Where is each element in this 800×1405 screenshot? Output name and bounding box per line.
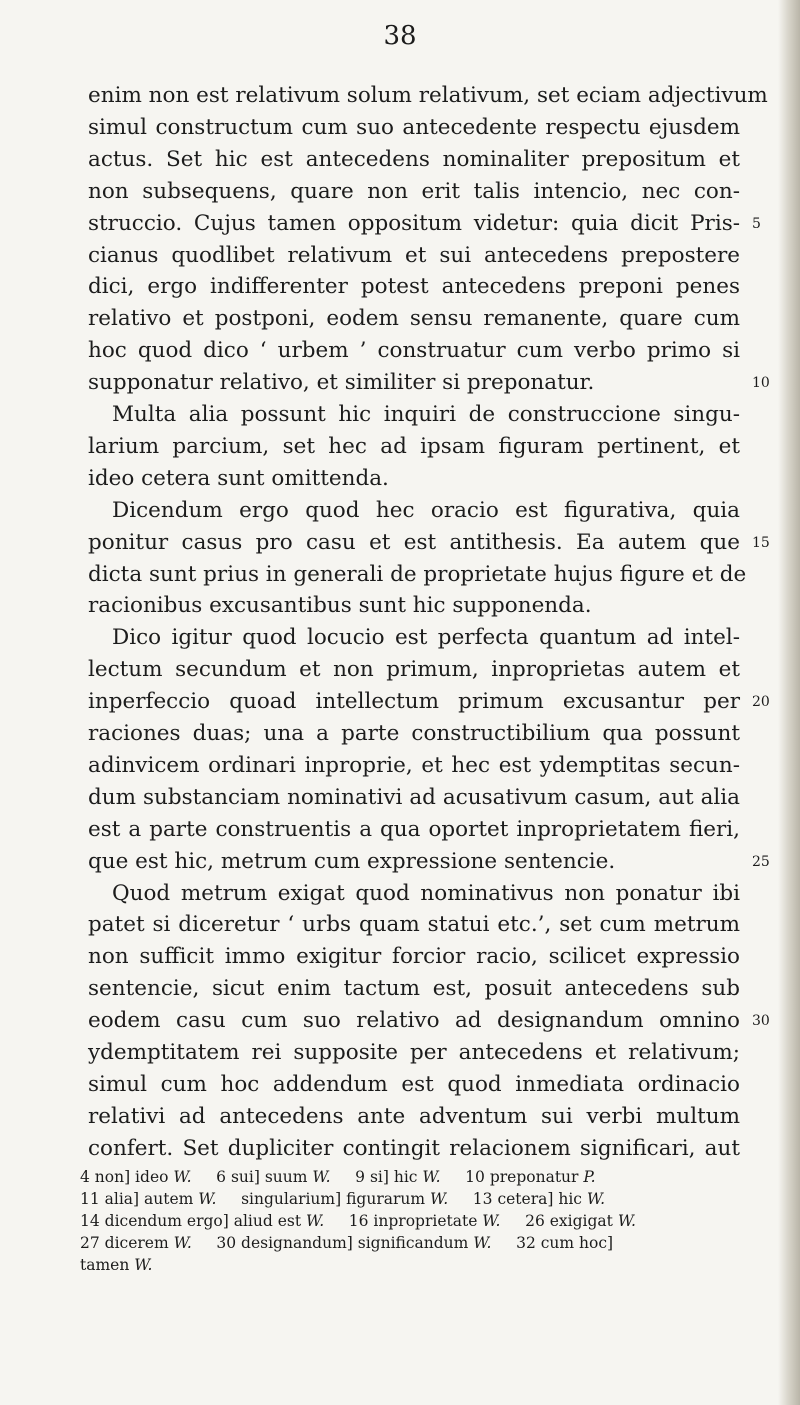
text-line: supponatur relativo, et similiter si preponatur. (88, 370, 595, 396)
manuscript-siglum: W. (617, 1212, 636, 1230)
text-line: larium parcium, set hec ad ipsam figuram pertinent, et (88, 433, 740, 459)
text-line: dici, ergo indifferenter potest antecedens preponi penes (88, 274, 740, 300)
line-number: 5 (752, 215, 761, 232)
manuscript-siglum: W. (198, 1190, 217, 1208)
footnote-text: 16 inproprietate (324, 1212, 483, 1230)
text-line: non sufficit immo exigitur forcior racio, scilicet expressio (88, 944, 740, 970)
footnote-text: 6 sui] suum (191, 1168, 313, 1186)
text-line: Multa alia possunt hic inquiri de construccione singu- (112, 402, 740, 427)
text-line: relativo et postponi, eodem sensu remanente, quare cum (88, 306, 740, 332)
footnote-text: tamen (80, 1256, 135, 1274)
text-line: simul cum hoc addendum est quod inmediata ordinacio (88, 1071, 740, 1097)
manuscript-siglum: W. (482, 1212, 501, 1230)
line-number: 10 (752, 375, 770, 392)
line-number: 25 (752, 853, 770, 870)
footnote-text: 4 non] ideo (80, 1168, 174, 1186)
footnote-line (80, 1210, 636, 1232)
footnote-text: 27 dicerem (80, 1234, 174, 1252)
footnote-line (80, 1188, 605, 1210)
footnote-text: singularium] figurarum (216, 1190, 431, 1208)
footnote-line (80, 1166, 596, 1188)
text-line: Quod metrum exigat quod nominativus non ponatur ibi (112, 880, 740, 906)
text-line: est a parte construentis a qua oportet inproprietatem fieri, (88, 816, 740, 842)
text-line: enim non est relativum solum relativum, set eciam adjectivum (88, 83, 768, 108)
page-number: 38 (383, 21, 417, 51)
text-line: lectum secundum et non primum, inproprietas autem et (88, 657, 740, 683)
text-line: sentencie, sicut enim tactum est, posuit antecedens sub (88, 976, 740, 1002)
footnote-text: 13 cetera] hic (448, 1190, 587, 1208)
manuscript-siglum: W. (586, 1190, 606, 1208)
footnote-line (80, 1254, 152, 1276)
footnote-line (80, 1232, 613, 1254)
text-line: hoc quod dico ‘ urbem ’ construatur cum verbo primo si (88, 338, 740, 364)
manuscript-siglum: W. (134, 1256, 153, 1274)
manuscript-siglum: P. (583, 1168, 596, 1186)
footnote-text: 30 designandum] significandum (191, 1234, 474, 1252)
footnote-text: 11 alia] autem (80, 1190, 199, 1208)
manuscript-siglum: W. (473, 1234, 492, 1252)
text-line: ponitur casus pro casu et est antithesis. Ea autem que (88, 529, 740, 555)
text-line: Dico igitur quod locucio est perfecta quantum ad intel- (112, 625, 740, 651)
text-line: raciones duas; una a parte constructibilium qua possunt (88, 721, 740, 746)
text-line: dum substanciam nominativi ad acusativum casum, aut alia (88, 784, 740, 810)
text-line: relativi ad antecedens ante adventum sui verbi multum (88, 1103, 740, 1129)
text-line: simul constructum cum suo antecedente respectu ejusdem (88, 114, 740, 140)
line-number: 15 (752, 534, 770, 551)
manuscript-siglum: W. (173, 1168, 192, 1186)
line-number: 30 (752, 1013, 770, 1030)
text-line: dicta sunt prius in generali de proprietate hujus figure et de (88, 561, 747, 587)
text-line: racionibus excusantibus sunt hic supponenda. (88, 593, 592, 619)
line-number: 20 (752, 694, 770, 711)
manuscript-siglum: W. (430, 1190, 449, 1208)
text-line: actus. Set hic est antecedens nominaliter prepositum et (88, 146, 740, 172)
text-line: Dicendum ergo quod hec oracio est figurativa, quia (112, 497, 740, 523)
text-line: inperfeccio quoad intellectum primum excusantur per (88, 689, 740, 715)
text-line: confert. Set dupliciter contingit relacionem significari, aut (88, 1135, 740, 1161)
footnote-text: 26 exigigat (500, 1212, 618, 1230)
text-line: eodem casu cum suo relativo ad designandum omnino (88, 1008, 740, 1034)
footnote-text: 9 si] hic (330, 1168, 423, 1186)
footnote-text: 14 dicendum ergo] aliud est (80, 1212, 306, 1230)
text-line: ydemptitatem rei supposite per antecedens et relativum; (88, 1040, 740, 1065)
footnote-text: 10 preponatur (440, 1168, 584, 1186)
text-line: ideo cetera sunt omittenda. (88, 465, 389, 491)
manuscript-siglum: W. (312, 1168, 331, 1186)
manuscript-siglum: W. (173, 1234, 192, 1252)
text-line: cianus quodlibet relativum et sui antecedens prepostere (88, 242, 740, 268)
text-line: struccio. Cujus tamen oppositum videtur: quia dicit Pris- (88, 210, 740, 236)
text-line: patet si diceretur ‘ urbs quam statui etc.’, set cum metrum (88, 912, 740, 938)
text-line: adinvicem ordinari inproprie, et hec est ydemptitas secun- (88, 752, 740, 778)
manuscript-siglum: W. (305, 1212, 325, 1230)
text-line: non subsequens, quare non erit talis intencio, nec con- (88, 178, 740, 204)
footnote-text: 32 cum hoc] (491, 1234, 614, 1252)
manuscript-siglum: W. (422, 1168, 441, 1186)
text-line: que est hic, metrum cum expressione sentencie. (88, 848, 616, 874)
